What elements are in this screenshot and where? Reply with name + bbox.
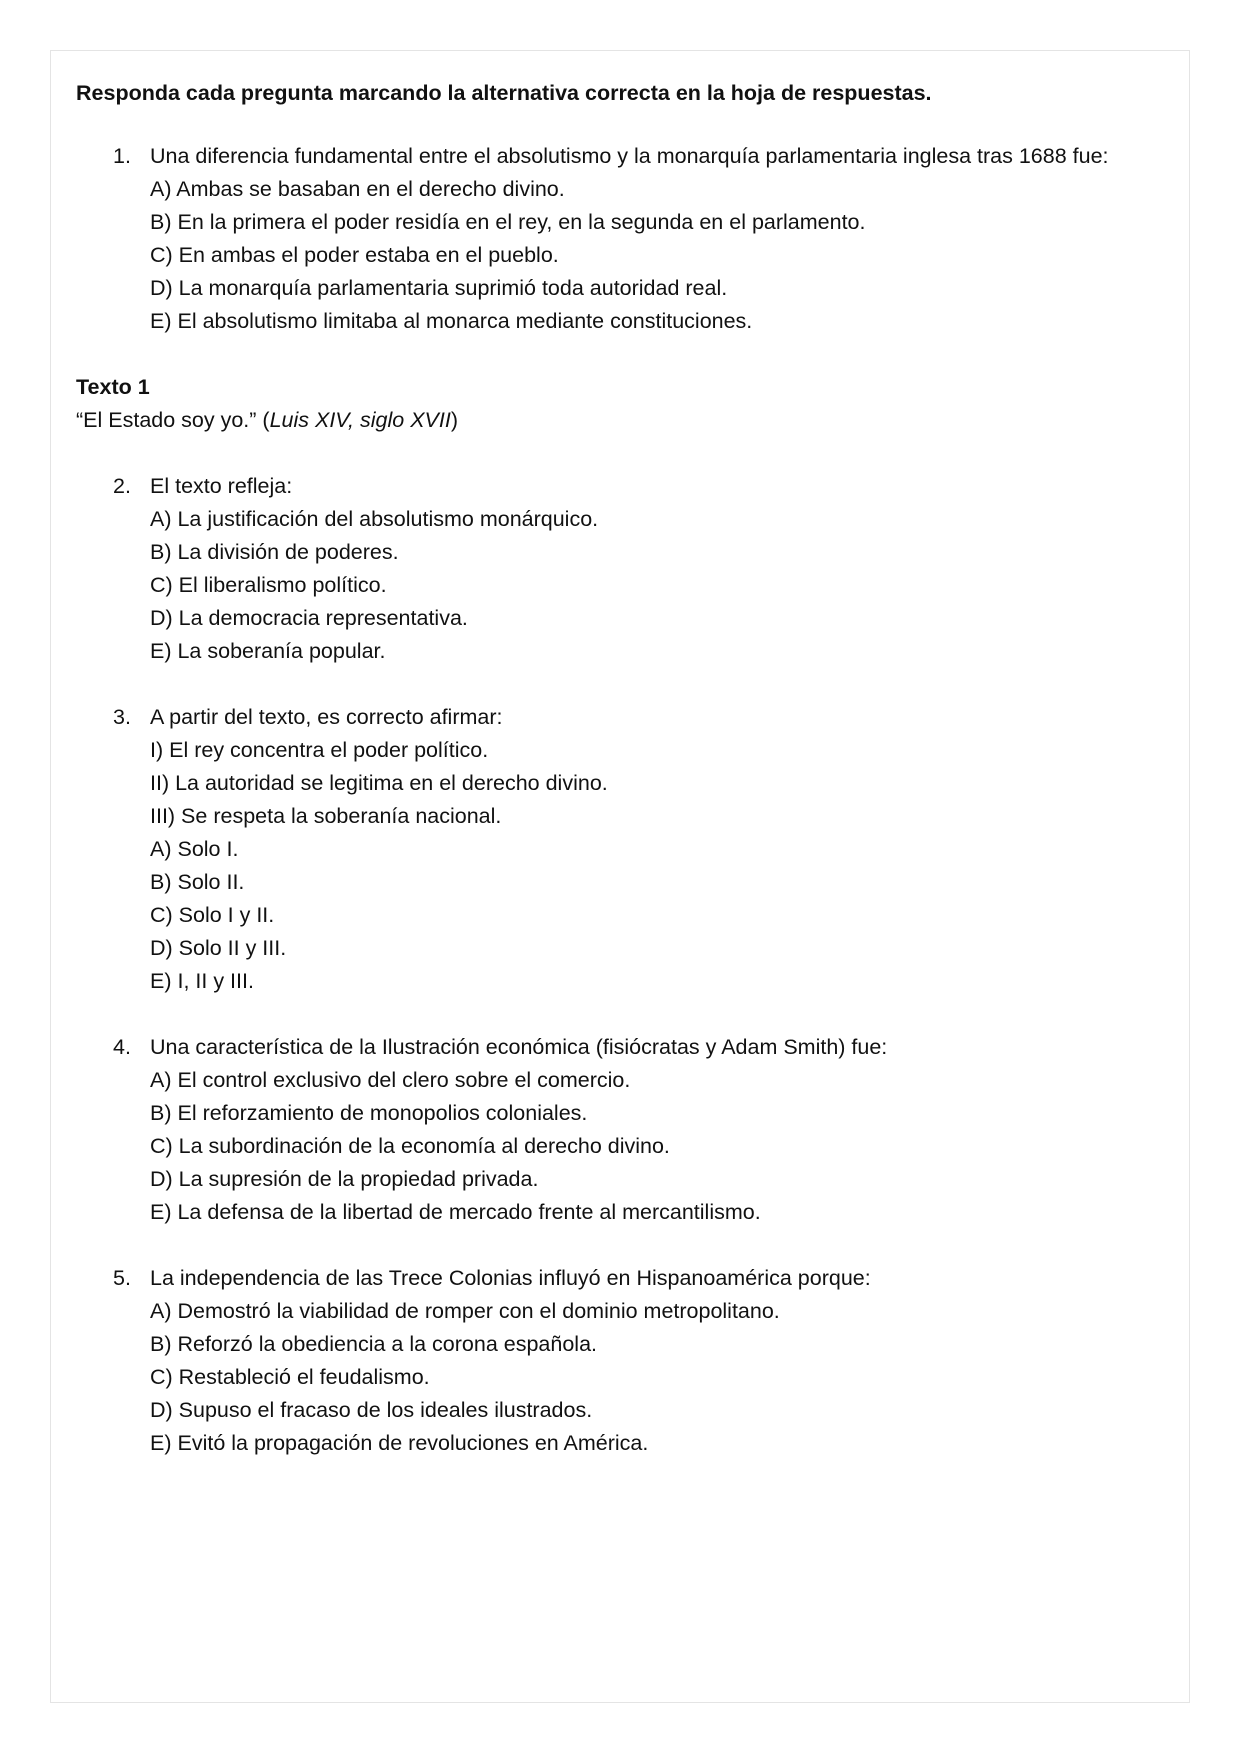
question-number: 2.: [113, 474, 131, 498]
option-e[interactable]: E) El absolutismo limitaba al monarca mediante constituciones.: [150, 309, 753, 333]
option-e[interactable]: E) La soberanía popular.: [150, 639, 386, 663]
document-page: [50, 50, 1190, 1703]
question-stem: El texto refleja:: [150, 474, 293, 498]
option-b[interactable]: B) El reforzamiento de monopolios coloniales.: [150, 1101, 588, 1125]
option-c[interactable]: C) El liberalismo político.: [150, 573, 387, 597]
option-d[interactable]: D) La supresión de la propiedad privada.: [150, 1167, 539, 1191]
question-number: 3.: [113, 705, 131, 729]
option-d[interactable]: D) La democracia representativa.: [150, 606, 468, 630]
option-c[interactable]: C) En ambas el poder estaba en el pueblo.: [150, 243, 559, 267]
question-stem: A partir del texto, es correcto afirmar:: [150, 705, 503, 729]
instructions: Responda cada pregunta marcando la alternativa correcta en la hoja de respuestas.: [76, 81, 932, 105]
question-3: [76, 701, 1164, 998]
option-b[interactable]: B) Reforzó la obediencia a la corona española.: [150, 1332, 598, 1356]
option-c[interactable]: C) La subordinación de la economía al derecho divino.: [150, 1134, 670, 1158]
option-b[interactable]: B) La división de poderes.: [150, 540, 399, 564]
page-content: [76, 77, 1164, 1493]
texto-1-title: Texto 1: [76, 375, 150, 399]
question-stem: Una característica de la Ilustración económica (fisiócratas y Adam Smith) fue:: [150, 1035, 888, 1059]
question-2: [76, 470, 1164, 668]
question-stem: La independencia de las Trece Colonias influyó en Hispanoamérica porque:: [150, 1266, 871, 1290]
option-c[interactable]: C) Restableció el feudalismo.: [150, 1365, 430, 1389]
quote-text: “El Estado soy yo.”: [76, 408, 257, 432]
option-a[interactable]: A) Ambas se basaban en el derecho divino.: [150, 177, 565, 201]
close-paren: ): [450, 408, 458, 432]
option-e[interactable]: E) I, II y III.: [150, 969, 254, 993]
open-paren: (: [256, 408, 270, 432]
option-d[interactable]: D) La monarquía parlamentaria suprimió toda autoridad real.: [150, 276, 728, 300]
question-1: [76, 140, 1164, 338]
option-a[interactable]: A) La justificación del absolutismo monárquico.: [150, 507, 599, 531]
option-e[interactable]: E) Evitó la propagación de revoluciones en América.: [150, 1431, 649, 1455]
option-c[interactable]: C) Solo I y II.: [150, 903, 275, 927]
statement-iii: III) Se respeta la soberanía nacional.: [150, 804, 502, 828]
question-stem: Una diferencia fundamental entre el absolutismo y la monarquía parlamentaria inglesa tras 1688 fue:: [150, 144, 1109, 168]
question-number: 5.: [113, 1266, 131, 1290]
option-e[interactable]: E) La defensa de la libertad de mercado frente al mercantilismo.: [150, 1200, 761, 1224]
texto-1-quote: [76, 404, 1164, 437]
question-4: [76, 1031, 1164, 1229]
question-number: 1.: [113, 144, 131, 168]
statement-ii: II) La autoridad se legitima en el derecho divino.: [150, 771, 608, 795]
option-b[interactable]: B) En la primera el poder residía en el rey, en la segunda en el parlamento.: [150, 210, 866, 234]
question-number: 4.: [113, 1035, 131, 1059]
option-a[interactable]: A) El control exclusivo del clero sobre el comercio.: [150, 1068, 631, 1092]
question-5: [76, 1262, 1164, 1460]
quote-attribution: Luis XIV, siglo XVII: [269, 408, 451, 432]
statement-i: I) El rey concentra el poder político.: [150, 738, 489, 762]
option-a[interactable]: A) Solo I.: [150, 837, 239, 861]
option-d[interactable]: D) Solo II y III.: [150, 936, 287, 960]
option-b[interactable]: B) Solo II.: [150, 870, 245, 894]
option-d[interactable]: D) Supuso el fracaso de los ideales ilustrados.: [150, 1398, 593, 1422]
option-a[interactable]: A) Demostró la viabilidad de romper con el dominio metropolitano.: [150, 1299, 780, 1323]
